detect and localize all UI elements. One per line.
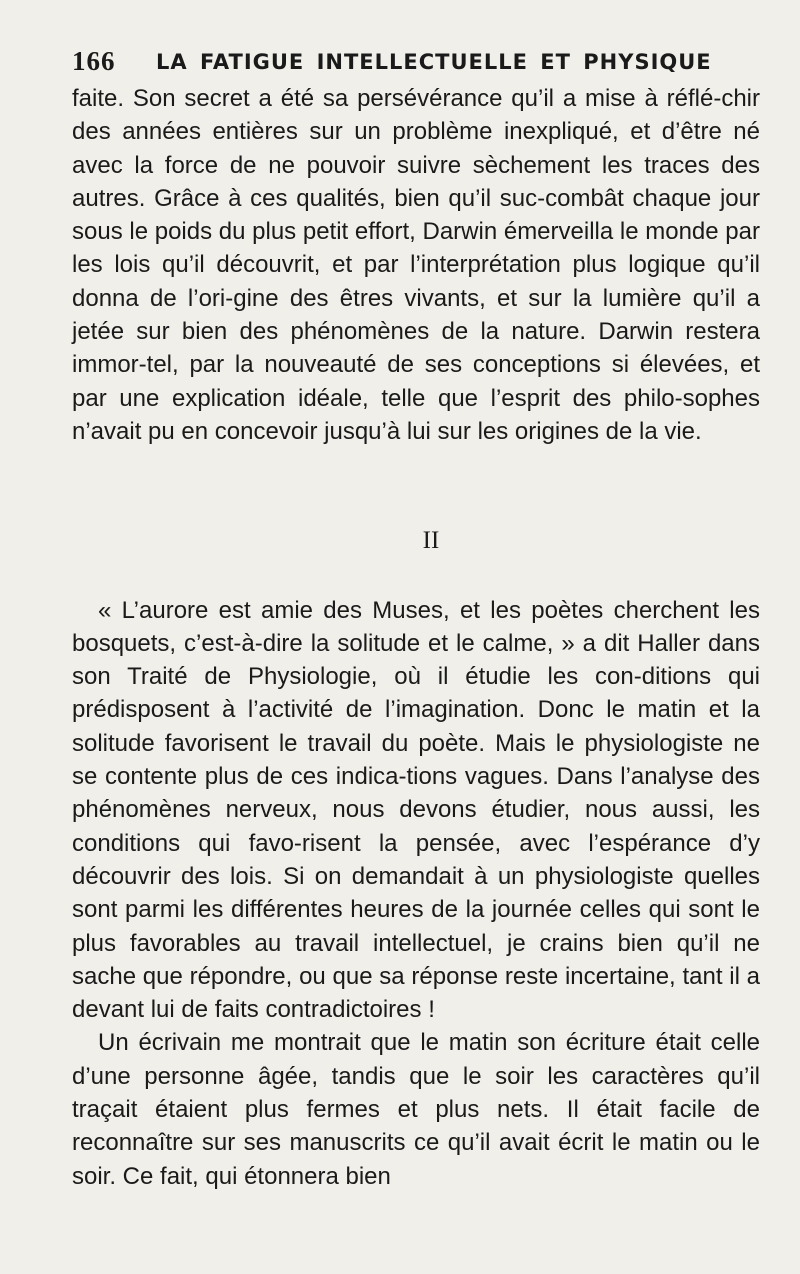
paragraph-haller: « L’aurore est amie des Muses, et les poètes cherchent les bosquets, c’est-à-dire la solitude et le calme, » a dit Haller dans son Traité de Physiologie, où il étudie les con-ditions qui prédisposent à l’activité de l’imagination. Donc le matin et la solitude favorisent le travail du poète. Mais le physiologiste ne se contente plus de ces indica-tions vagues. Dans l’analyse des phénomènes nerveux, nous devons étudier, nous aussi, les conditions qui favo-risent la pensée, avec l’espérance d’y découvrir des lois. Si on demandait à un physiologiste quelles sont parmi les différentes heures de la journée celles qui sont le plus favorables au travail intellectuel, je crains bien qu’il ne sache que répondre, ou que sa réponse reste incertaine, tant il a devant lui de faits contradictoires ! bbox=[72, 596, 760, 1024]
body-text bbox=[72, 82, 760, 1193]
paragraph-writer: Un écrivain me montrait que le matin son écriture était celle d’une personne âgée, tandis que le soir les caractères qu’il traçait étaient plus fermes et plus nets. Il était facile de reconnaître sur ses manuscrits ce qu’il avait écrit le matin ou le soir. Ce fait, qui étonnera bien bbox=[72, 1029, 760, 1190]
section-number: II bbox=[422, 527, 440, 555]
page-number: 166 bbox=[72, 46, 116, 76]
running-head bbox=[72, 46, 760, 80]
paragraph-darwin: faite. Son secret a été sa persévérance qu’il a mise à réflé-chir des années entières sur un problème inexpliqué, et d’être né avec la force de ne pouvoir suivre sèchement les traces des autres. Grâce à ces qualités, bien qu’il suc-combât chaque jour sous le poids du plus petit effort, Darwin émerveilla le monde par les lois qu’il découvrit, et par l’interprétation plus logique qu’il donna de l’ori-gine des êtres vivants, et sur la lumière qu’il a jetée sur bien des phénomènes de la nature. Darwin restera immor-tel, par la nouveauté de ses conceptions si élevées, et par une explication idéale, telle que l’esprit des philo-sophes n’avait pu en concevoir jusqu’à lui sur les origines de la vie. bbox=[72, 85, 760, 445]
running-title: LA FATIGUE INTELLECTUELLE ET PHYSIQUE bbox=[156, 50, 712, 74]
